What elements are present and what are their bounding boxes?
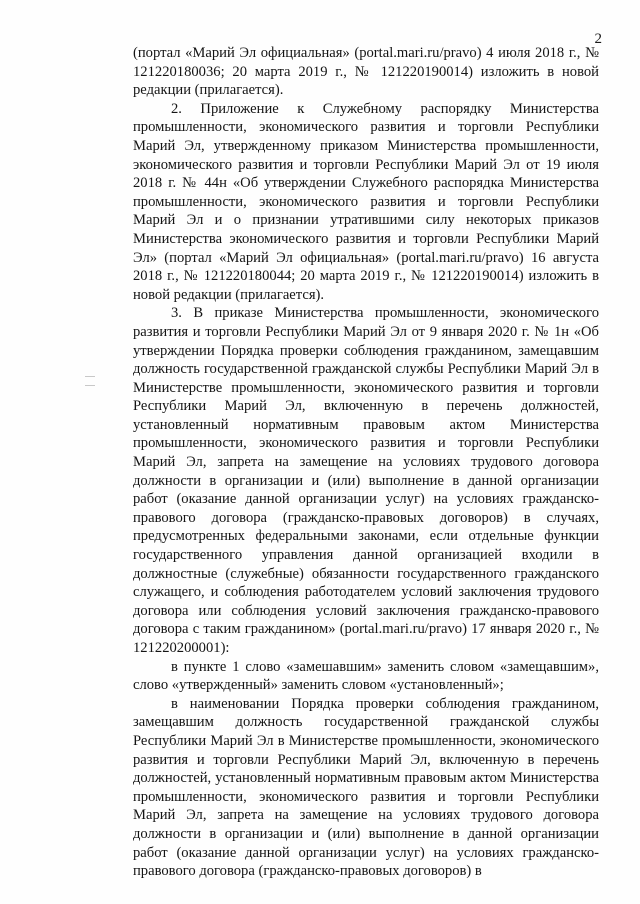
scan-mark [85,376,95,377]
paragraph-amendment-point-1: в пункте 1 слово «замешавшим» заменить словом «замещавшим», слово «утвержденный» заменить словом «установленный»; [133,658,599,694]
document-body [133,44,599,881]
paragraph-item-2: 2. Приложение к Служебному распорядку Министерства промышленности, экономического развития и торговли Республики Марий Эл, утвержденному приказом Министерства промышленности, экономического развития и торговли Республики Марий Эл от 19 июля 2018 г. № 44н «Об утверждении Служебного распорядка Министерства промышленности, экономического развития и торговли Республики Марий Эл и о признании утратившими силу некоторых приказов Министерства экономического развития и торговли Республики Марий Эл» (портал «Марий Эл официальная» (portal.mari.ru/pravo) 16 августа 2018 г., № 121220180044; 20 марта 2019 г., № 121220190014) изложить в новой редакции (прилагается). [133,100,599,303]
paragraph-amendment-title: в наименовании Порядка проверки соблюдения гражданином, замещавшим должность государственной гражданской службы Республики Марий Эл в Министерстве промышленности, экономического развития и торговли Республики Марий Эл, включенную в перечень должностей, установленный нормативным правовым актом Министерства промышленности, экономического развития и торговли Республики Марий Эл, запрета на замещение на условиях трудового договора должности в организации и (или) выполнение в данной организации работ (оказание данной организации услуг) на условиях гражданско-правового договора (гражданско-правовых договоров) в [133,695,599,880]
paragraph-item-3: 3. В приказе Министерства промышленности, экономического развития и торговли Республики Марий Эл от 9 января 2020 г. № 1н «Об утверждении Порядка проверки соблюдения гражданином, замещавшим должность государственной гражданской службы Республики Марий Эл в Министерстве промышленности, экономического развития и торговли Республики Марий Эл, включенную в перечень должностей, установленный нормативным правовым актом Министерства промышленности, экономического развития и торговли Республики Марий Эл, запрета на замещение на условиях трудового договора должности в организации и (или) выполнение в данной организации работ (оказание данной организации услуг) на условиях гражданско-правового договора (гражданско-правовых договоров) в случаях, предусмотренных федеральными законами, если отдельные функции государственного управления данной организацией входили в должностные (служебные) обязанности государственного гражданского служащего, и соблюдения работодателем условий заключения трудового договора или соблюдения условий заключения гражданско-правового договора с таким гражданином» (portal.mari.ru/pravo) 17 января 2020 г., № 121220200001): [133,305,599,656]
paragraph-continuation: (портал «Марий Эл официальная» (portal.mari.ru/pravo) 4 июля 2018 г., № 121220180036; 20 марта 2019 г., № 121220190014) изложить в новой редакции (прилагается). [133,45,599,99]
scan-mark [85,385,95,386]
page-number: 2 [594,31,602,47]
